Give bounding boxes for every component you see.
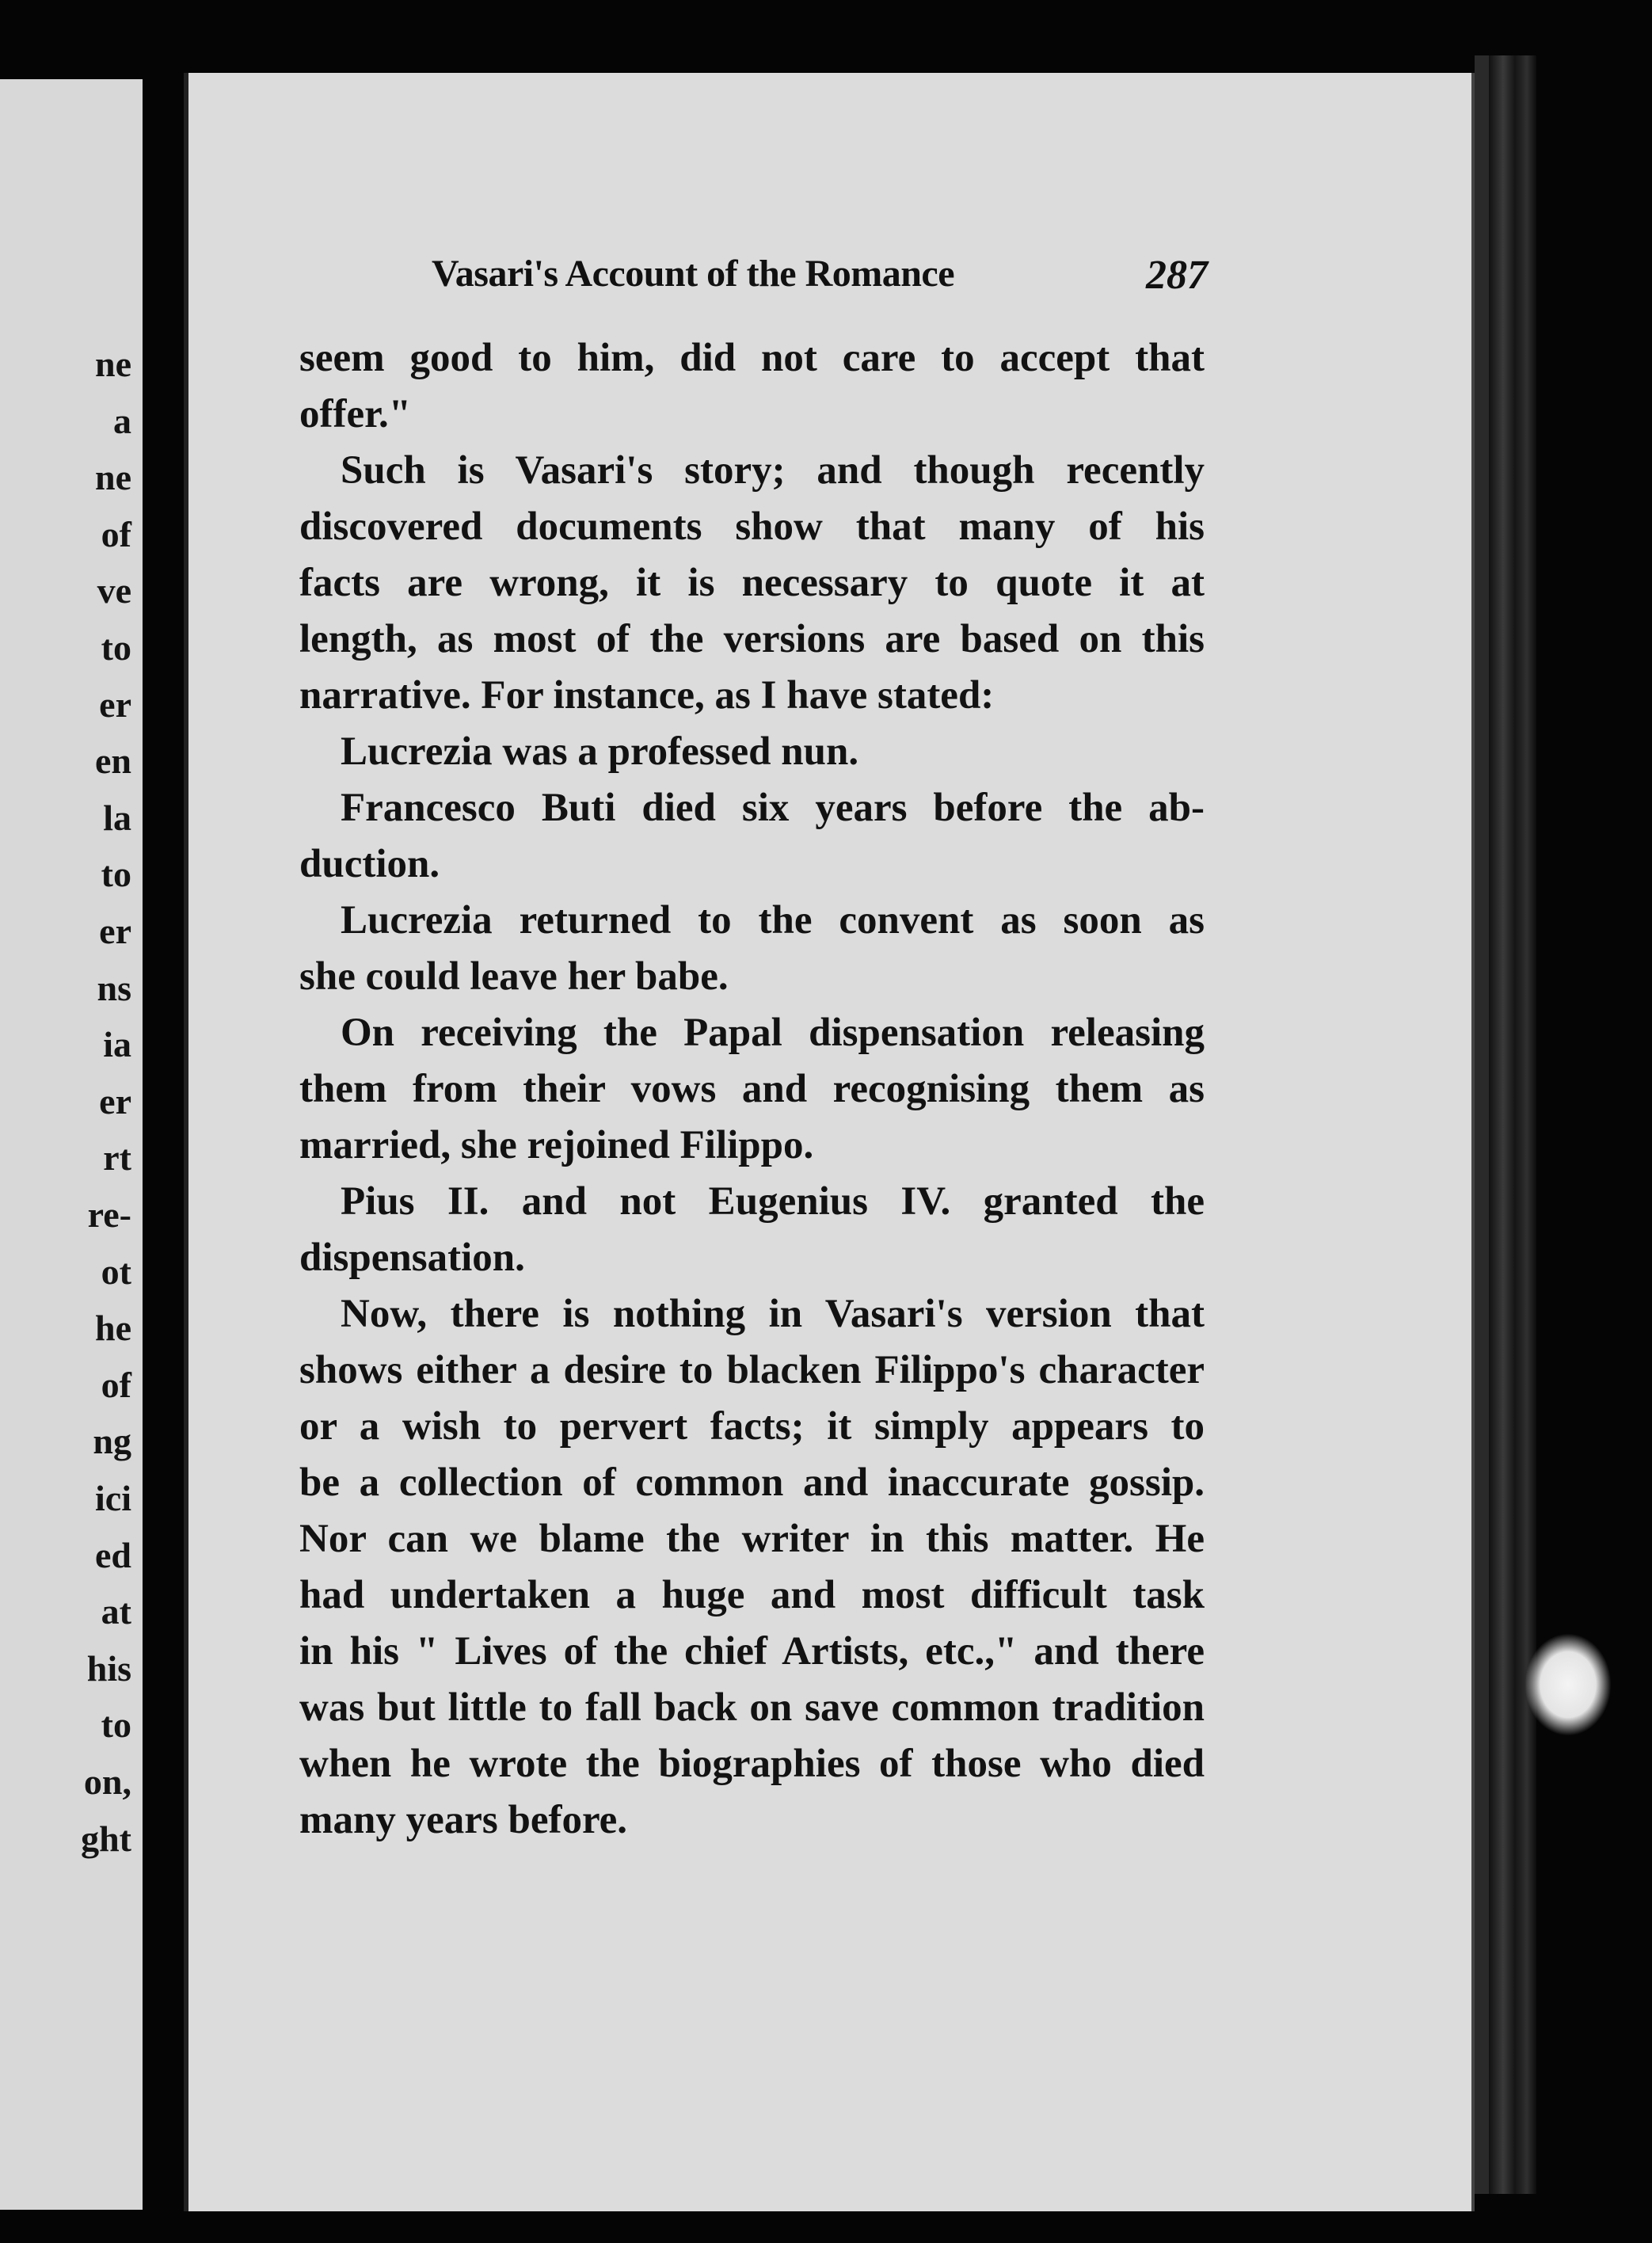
paragraph-start-line: Lucrezia was a professed nun. xyxy=(341,729,859,774)
left-page-line: ici xyxy=(95,1478,131,1518)
left-page-line: to xyxy=(101,1704,131,1745)
page-edge-shadow xyxy=(1475,55,1489,2194)
left-page-line: ns xyxy=(97,968,131,1008)
body-line: married, she rejoined Filippo. xyxy=(299,1123,814,1167)
body-line: when he wrote the biographies of those who died xyxy=(299,1742,1205,1786)
left-page-line: on, xyxy=(83,1761,131,1802)
body-line: had undertaken a huge and most difficult task xyxy=(299,1573,1205,1617)
left-page-line: of xyxy=(101,514,131,554)
body-line: was but little to fall back on save common tradition xyxy=(299,1685,1205,1730)
left-page-line: he xyxy=(95,1308,131,1348)
left-page-line: en xyxy=(95,741,131,781)
body-line: facts are wrong, it is necessary to quote it at xyxy=(299,561,1205,605)
body-line: be a collection of common and inaccurate gossip. xyxy=(299,1460,1205,1505)
book-fore-edge xyxy=(1489,55,1536,2194)
body-line: shows either a desire to blacken Filippo's character xyxy=(299,1348,1205,1392)
left-page-line: ed xyxy=(95,1535,131,1575)
paragraph-start-line: Pius II. and not Eugenius IV. granted the xyxy=(341,1179,1205,1224)
left-page-line: er xyxy=(99,911,131,951)
left-page-line: ght xyxy=(81,1818,131,1859)
paragraph-start-line: Lucrezia returned to the convent as soon as xyxy=(341,898,1205,943)
body-line: offer." xyxy=(299,392,412,436)
body-line: in his " Lives of the chief Artists, etc.," and there xyxy=(299,1629,1205,1674)
left-page-line: a xyxy=(113,401,131,441)
body-line: length, as most of the versions are based on this xyxy=(299,617,1205,661)
left-page-line: ng xyxy=(93,1421,131,1461)
left-page-line: ot xyxy=(101,1251,131,1292)
left-page-line: ne xyxy=(95,344,131,384)
paper-stain xyxy=(1524,1633,1612,1736)
body-line: Nor can we blame the writer in this matter. He xyxy=(299,1517,1205,1561)
body-line: seem good to him, did not care to accept that xyxy=(299,336,1205,380)
body-line: or a wish to pervert facts; it simply appears to xyxy=(299,1404,1205,1449)
left-page-line: er xyxy=(99,684,131,725)
left-page-line: ne xyxy=(95,457,131,497)
left-page-line: of xyxy=(101,1365,131,1405)
left-page-line: at xyxy=(101,1591,131,1632)
left-page-line: rt xyxy=(103,1137,131,1178)
left-page-line: ve xyxy=(97,570,131,611)
body-line: many years before. xyxy=(299,1798,628,1842)
page-header xyxy=(253,238,1208,309)
previous-page-fragment xyxy=(0,79,143,2210)
left-page-line: his xyxy=(86,1648,131,1689)
paragraph-start-line: Now, there is nothing in Vasari's version that xyxy=(341,1292,1205,1336)
paragraph-start-line: Such is Vasari's story; and though recently xyxy=(341,448,1205,493)
running-head: Vasari's Account of the Romance xyxy=(432,253,955,295)
left-page-line: to xyxy=(101,627,131,668)
body-line: discovered documents show that many of his xyxy=(299,505,1205,549)
body-line: dispensation. xyxy=(299,1236,525,1280)
body-line: narrative. For instance, as I have stated: xyxy=(299,673,995,718)
left-page-line: to xyxy=(101,854,131,894)
left-page-line: er xyxy=(99,1081,131,1122)
body-line: she could leave her babe. xyxy=(299,954,729,999)
page-number: 287 xyxy=(1146,253,1208,298)
left-page-line: la xyxy=(103,798,131,838)
paragraph-start-line: On receiving the Papal dispensation releasing xyxy=(341,1011,1205,1055)
paragraph-start-line: Francesco Buti died six years before the ab- xyxy=(341,786,1205,830)
body-line: them from their vows and recognising them as xyxy=(299,1067,1205,1111)
left-page-line: re- xyxy=(87,1194,131,1235)
left-page-line: ia xyxy=(103,1024,131,1064)
body-line: duction. xyxy=(299,842,440,886)
